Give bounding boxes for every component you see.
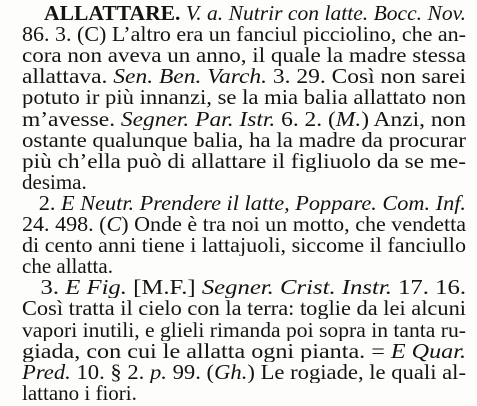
entry-line bbox=[0, 44, 477, 66]
entry-text: ostante qualunque balia, ha la madre da procurar bbox=[22, 128, 466, 151]
entry-text: Così tratta il cielo con la terra: toglie da lei alcuni bbox=[22, 297, 466, 320]
entry-line bbox=[0, 255, 477, 277]
entry-text: di cento anni tiene i lattajuoli, siccome il fanciullo bbox=[22, 234, 466, 257]
entry-text: m’avesse. bbox=[22, 107, 121, 130]
entry-line bbox=[0, 297, 477, 319]
entry-text: lattano i fiori. bbox=[22, 381, 137, 404]
citation-text: Pred. bbox=[22, 360, 71, 383]
entry-text: allattava. bbox=[22, 65, 114, 88]
entry-line bbox=[0, 2, 477, 24]
headword: ALLATTARE. bbox=[44, 2, 181, 24]
citation-text: Sen. Ben. Varch. bbox=[113, 65, 268, 88]
citation-text: p. bbox=[149, 360, 167, 383]
citation-text: E Quar. bbox=[390, 339, 466, 362]
entry-text: giada, con cui le allatta ogni pianta. = bbox=[22, 339, 391, 362]
citation-text: E Fig. bbox=[65, 276, 127, 299]
entry-text: 24. 498. ( bbox=[22, 213, 107, 235]
citation-text: C bbox=[106, 213, 122, 235]
entry-line bbox=[0, 192, 477, 214]
entry-line bbox=[0, 382, 477, 404]
entry-line bbox=[0, 108, 477, 130]
entry-text: più ch’ella può di allattare il figliuolo da se me- bbox=[22, 149, 467, 172]
citation-text: E Neutr. Prendere il latte, Poppare. Com. Inf. bbox=[61, 191, 467, 214]
citation-text: Segner. Crist. Instr. bbox=[201, 276, 392, 299]
entry-text: cora non aveva un anno, il quale la madre stessa bbox=[22, 44, 466, 67]
entry-text: desima. bbox=[22, 170, 87, 193]
entry-line bbox=[0, 129, 477, 151]
entry-line bbox=[0, 319, 477, 341]
entry-line bbox=[0, 213, 477, 235]
entry-text: 2. bbox=[22, 191, 62, 214]
entry-text: che allatta. bbox=[22, 255, 113, 278]
entry-line bbox=[0, 150, 477, 172]
entry-line bbox=[0, 171, 477, 193]
entry-line bbox=[0, 361, 477, 383]
entry-text: ) Onde è tra noi un motto, che vendetta bbox=[121, 213, 466, 235]
entry-line bbox=[0, 340, 477, 362]
entry-text: ) Le rogiade, le quali al- bbox=[247, 360, 466, 383]
entry-text: 17. 16. bbox=[391, 276, 466, 299]
entry-text: ) Anzi, non bbox=[361, 107, 466, 130]
citation-text: Segner. Par. Istr. bbox=[120, 107, 276, 130]
citation-text: Gh. bbox=[214, 360, 248, 383]
citation-text: V. a. Nutrir con latte. Bocc. Nov. bbox=[185, 2, 466, 24]
entry-line bbox=[0, 65, 477, 87]
entry-text: [M.F.] bbox=[126, 276, 202, 299]
entry-text: potuto ir più innanzi, se la mia balia allattato non bbox=[22, 86, 467, 109]
entry-text: vapori inutili, e glieli rimanda poi sopra in tanta ru- bbox=[22, 318, 466, 341]
entry-text: 99. ( bbox=[166, 360, 215, 383]
entry-line bbox=[0, 234, 477, 256]
entry-line bbox=[0, 276, 477, 298]
entry-text: 3. 29. Così non sarei bbox=[267, 65, 466, 88]
entry-line bbox=[0, 23, 477, 45]
entry-text: 6. 2. ( bbox=[275, 107, 336, 130]
citation-text: M. bbox=[335, 107, 362, 130]
entry-text: 86. 3. (C) L’altro era un fanciul picciolino, che an- bbox=[22, 23, 467, 46]
entry-line bbox=[0, 86, 477, 108]
entry-text: 10. § 2. bbox=[70, 360, 150, 383]
entry-text: 3. bbox=[22, 276, 66, 299]
